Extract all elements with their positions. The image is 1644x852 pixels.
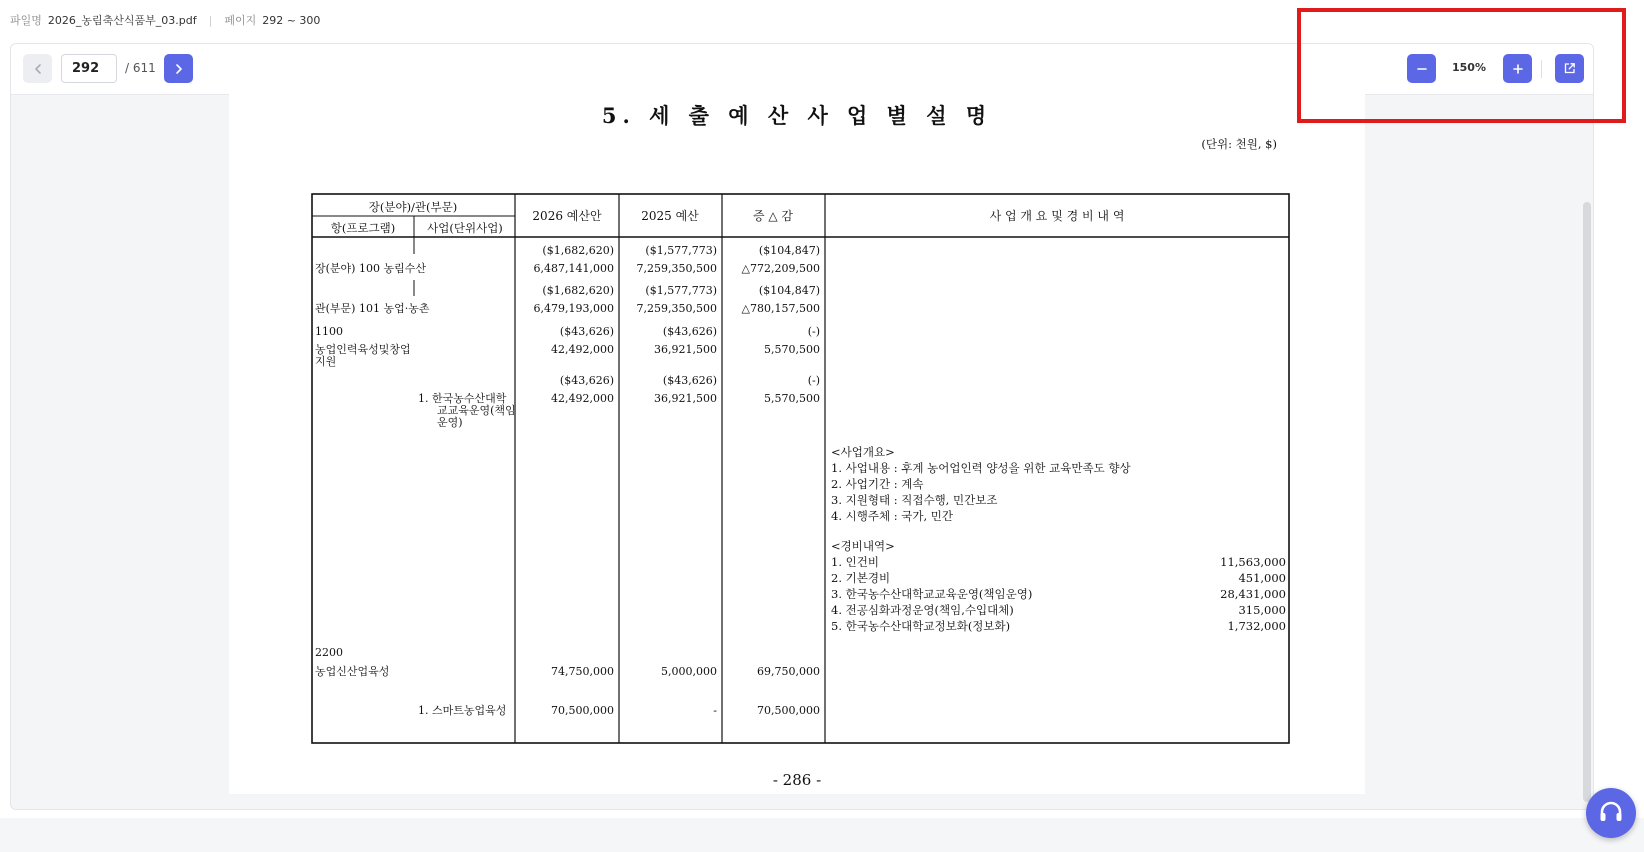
row-2-2025: ($1,577,773) xyxy=(645,284,717,297)
expense-label: 4. 전공심화과정운영(책임,수입대체) xyxy=(831,603,1014,617)
row-1-2025: 7,259,350,500 xyxy=(636,262,717,275)
row-4-program-code: 1100 xyxy=(315,325,343,338)
expense-label: 1. 인건비 xyxy=(831,555,879,569)
scroll-thumb[interactable] xyxy=(1583,202,1591,802)
row-5-2026: 42,492,000 xyxy=(551,343,614,356)
row-9-2025: 5,000,000 xyxy=(661,665,717,678)
row-8-program-code: 2200 xyxy=(315,646,343,659)
chevron-left-icon xyxy=(32,63,44,75)
chevron-right-icon xyxy=(173,63,185,75)
row-9-program-name: 농업신산업육성 xyxy=(315,665,390,678)
row-1-division: 장(분야) 100 농림수산 xyxy=(315,262,426,275)
row-3-2025: 7,259,350,500 xyxy=(636,302,717,315)
header-project: 사업(단위사업) xyxy=(427,221,503,235)
row-10-project: 1. 스마트농업육성 xyxy=(418,704,507,717)
overview-item: 4. 시행주체 : 국가, 민간 xyxy=(831,509,953,523)
row-7-change: 5,570,500 xyxy=(764,392,820,405)
help-chat-button[interactable] xyxy=(1586,788,1636,838)
row-1-change: △772,209,500 xyxy=(741,262,820,275)
overview-item: 3. 지원형태 : 직접수행, 민간보조 xyxy=(831,493,998,507)
vertical-scrollbar[interactable] xyxy=(1583,94,1591,808)
row-1-2026: 6,487,141,000 xyxy=(533,262,614,275)
expense-amount: 1,732,000 xyxy=(1227,619,1286,633)
row-3-section: 관(부문) 101 농업·농촌 xyxy=(315,302,430,315)
row-7-2025: 36,921,500 xyxy=(654,392,717,405)
header-change: 증 △ 감 xyxy=(752,209,794,223)
minus-icon xyxy=(1416,63,1428,75)
row-4-2025: ($43,626) xyxy=(662,325,717,338)
plus-icon xyxy=(1512,63,1524,75)
page-footer-number: - 286 - xyxy=(772,771,822,789)
expense-amount: 11,563,000 xyxy=(1220,555,1286,569)
row-4-2026: ($43,626) xyxy=(559,325,614,338)
previous-page-button[interactable] xyxy=(23,54,52,83)
page-range: 292 ~ 300 xyxy=(262,13,321,27)
row-6-change: (-) xyxy=(807,374,820,387)
header-program: 항(프로그램) xyxy=(330,221,396,235)
row-10-2025: - xyxy=(713,704,717,717)
expense-amount: 451,000 xyxy=(1238,571,1286,585)
next-page-button[interactable] xyxy=(164,54,193,83)
header-2025: 2025 예산 xyxy=(641,209,699,223)
unit-label: (단위: 천원, $) xyxy=(1201,137,1277,151)
row-7-2026: 42,492,000 xyxy=(551,392,614,405)
expense-label: 3. 한국농수산대학교교육운영(책임운영) xyxy=(831,587,1033,601)
file-name: 2026_농림축산식품부_03.pdf xyxy=(47,14,197,27)
meta-divider: | xyxy=(208,13,213,27)
external-link-icon xyxy=(1563,62,1576,75)
expenses-title: <경비내역> xyxy=(831,539,895,553)
total-pages: / 611 xyxy=(125,61,156,75)
expense-amount: 28,431,000 xyxy=(1220,587,1286,601)
header-division: 장(분야)/관(부문) xyxy=(368,200,458,214)
expense-label: 5. 한국농수산대학교정보화(정보화) xyxy=(831,619,1011,633)
overview-title: <사업개요> xyxy=(831,445,895,459)
row-2-2026: ($1,682,620) xyxy=(542,284,614,297)
page-number-input[interactable] xyxy=(61,54,117,83)
row-2-change: ($104,847) xyxy=(758,284,820,297)
row-9-2026: 74,750,000 xyxy=(551,665,614,678)
row-7-project-line1: 1. 한국농수산대학 xyxy=(418,392,507,405)
overview-item: 2. 사업기간 : 계속 xyxy=(831,477,924,491)
row-3-change: △780,157,500 xyxy=(741,302,820,315)
row-4-change: (-) xyxy=(807,325,820,338)
zoom-in-button[interactable] xyxy=(1503,54,1532,83)
budget-table xyxy=(229,94,1365,794)
row-6-2025: ($43,626) xyxy=(662,374,717,387)
toolbar-divider xyxy=(1541,60,1542,78)
overview-item: 1. 사업내용 : 후계 농어업인력 양성을 위한 교육만족도 향상 xyxy=(831,461,1131,475)
row-7-project-line2: 교교육운영(책임 xyxy=(437,404,516,417)
document-page xyxy=(229,94,1365,794)
header-description: 사 업 개 요 및 경 비 내 역 xyxy=(989,209,1125,223)
open-external-button[interactable] xyxy=(1555,54,1584,83)
row-7-project-line3: 운영) xyxy=(437,416,463,429)
row-3-2026: 6,479,193,000 xyxy=(533,302,614,315)
row-9-change: 69,750,000 xyxy=(757,665,820,678)
page-footer-strip xyxy=(0,818,1644,852)
pdf-viewer xyxy=(10,43,1594,810)
row-10-change: 70,500,000 xyxy=(757,704,820,717)
page-range-label: 페이지 xyxy=(224,14,257,27)
row-5-program-name-cont: 지원 xyxy=(315,355,337,368)
expense-label: 2. 기본경비 xyxy=(831,571,891,585)
zoom-level: 150% xyxy=(1452,61,1486,74)
expense-amount: 315,000 xyxy=(1238,603,1286,617)
viewer-toolbar xyxy=(11,44,1593,95)
document-title: 5. 세 출 예 산 사 업 별 설 명 xyxy=(601,103,993,128)
row-0-2026: ($1,682,620) xyxy=(542,244,614,257)
headset-icon xyxy=(1596,798,1626,828)
file-info-bar xyxy=(10,12,320,28)
row-5-program-name: 농업인력육성및창업 xyxy=(315,343,411,356)
header-2026: 2026 예산안 xyxy=(532,209,602,223)
row-0-change: ($104,847) xyxy=(758,244,820,257)
row-0-2025: ($1,577,773) xyxy=(645,244,717,257)
file-name-label: 파일명 xyxy=(10,14,42,27)
row-6-2026: ($43,626) xyxy=(559,374,614,387)
zoom-out-button[interactable] xyxy=(1407,54,1436,83)
row-10-2026: 70,500,000 xyxy=(551,704,614,717)
row-5-change: 5,570,500 xyxy=(764,343,820,356)
row-5-2025: 36,921,500 xyxy=(654,343,717,356)
